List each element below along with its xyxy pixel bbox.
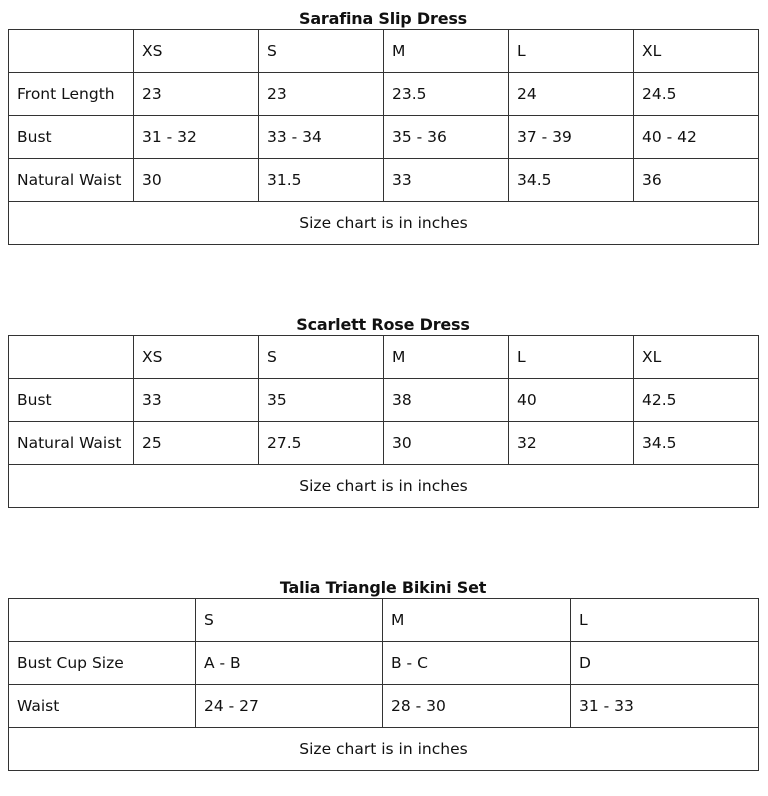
table-cell: 40: [509, 379, 634, 422]
row-label: Natural Waist: [9, 422, 134, 465]
table-cell: 23: [259, 73, 384, 116]
table-cell: 30: [384, 422, 509, 465]
table-cell: 40 - 42: [634, 116, 759, 159]
size-table: [8, 29, 759, 245]
header-cell: XS: [134, 30, 259, 73]
header-cell: [9, 30, 134, 73]
table-cell: 35: [259, 379, 384, 422]
table-header-row: [9, 336, 759, 379]
table-cell: 31.5: [259, 159, 384, 202]
row-label: Front Length: [9, 73, 134, 116]
table-cell: 23.5: [384, 73, 509, 116]
table-cell: 36: [634, 159, 759, 202]
header-cell: M: [383, 599, 571, 642]
table-note-row: [9, 728, 759, 771]
table-cell: D: [571, 642, 759, 685]
table-cell: 34.5: [509, 159, 634, 202]
table-row: [9, 159, 759, 202]
row-label: Bust: [9, 379, 134, 422]
header-cell: XS: [134, 336, 259, 379]
header-cell: M: [384, 336, 509, 379]
table-cell: 28 - 30: [383, 685, 571, 728]
table-cell: 30: [134, 159, 259, 202]
row-label: Bust Cup Size: [9, 642, 196, 685]
table-cell: 35 - 36: [384, 116, 509, 159]
table-cell: A - B: [196, 642, 383, 685]
row-label: Bust: [9, 116, 134, 159]
table-header-row: [9, 599, 759, 642]
table-cell: 38: [384, 379, 509, 422]
table-row: [9, 422, 759, 465]
header-cell: L: [509, 30, 634, 73]
table-cell: 31 - 33: [571, 685, 759, 728]
header-cell: M: [384, 30, 509, 73]
table-cell: 32: [509, 422, 634, 465]
table-note-row: [9, 465, 759, 508]
table-cell: 42.5: [634, 379, 759, 422]
row-label: Waist: [9, 685, 196, 728]
size-table: [8, 598, 759, 771]
table-cell: 24: [509, 73, 634, 116]
header-cell: S: [259, 336, 384, 379]
table-row: [9, 642, 759, 685]
table-cell: 27.5: [259, 422, 384, 465]
table-cell: 33 - 34: [259, 116, 384, 159]
header-cell: L: [571, 599, 759, 642]
table-row: [9, 685, 759, 728]
table-cell: 31 - 32: [134, 116, 259, 159]
table-row: [9, 116, 759, 159]
table-cell: 34.5: [634, 422, 759, 465]
table-note: Size chart is in inches: [9, 728, 759, 771]
table-cell: 24 - 27: [196, 685, 383, 728]
table-title: Sarafina Slip Dress: [299, 9, 467, 28]
table-cell: 25: [134, 422, 259, 465]
size-table: [8, 335, 759, 508]
size-chart-sarafina: [8, 2, 758, 245]
table-cell: 37 - 39: [509, 116, 634, 159]
table-row: [9, 73, 759, 116]
header-cell: S: [196, 599, 383, 642]
header-cell: XL: [634, 30, 759, 73]
table-note: Size chart is in inches: [9, 465, 759, 508]
table-header-row: [9, 30, 759, 73]
table-cell: 24.5: [634, 73, 759, 116]
table-cell: B - C: [383, 642, 571, 685]
header-cell: L: [509, 336, 634, 379]
table-title: Talia Triangle Bikini Set: [279, 578, 487, 597]
size-chart-talia-bikini: [8, 571, 758, 771]
header-cell: XL: [634, 336, 759, 379]
table-title: Scarlett Rose Dress: [296, 315, 470, 334]
size-chart-scarlett-rose: [8, 308, 758, 508]
table-cell: 33: [384, 159, 509, 202]
table-cell: 33: [134, 379, 259, 422]
row-label: Natural Waist: [9, 159, 134, 202]
table-row: [9, 379, 759, 422]
table-cell: 23: [134, 73, 259, 116]
table-note-row: [9, 202, 759, 245]
header-cell: [9, 599, 196, 642]
header-cell: S: [259, 30, 384, 73]
header-cell: [9, 336, 134, 379]
table-note: Size chart is in inches: [9, 202, 759, 245]
